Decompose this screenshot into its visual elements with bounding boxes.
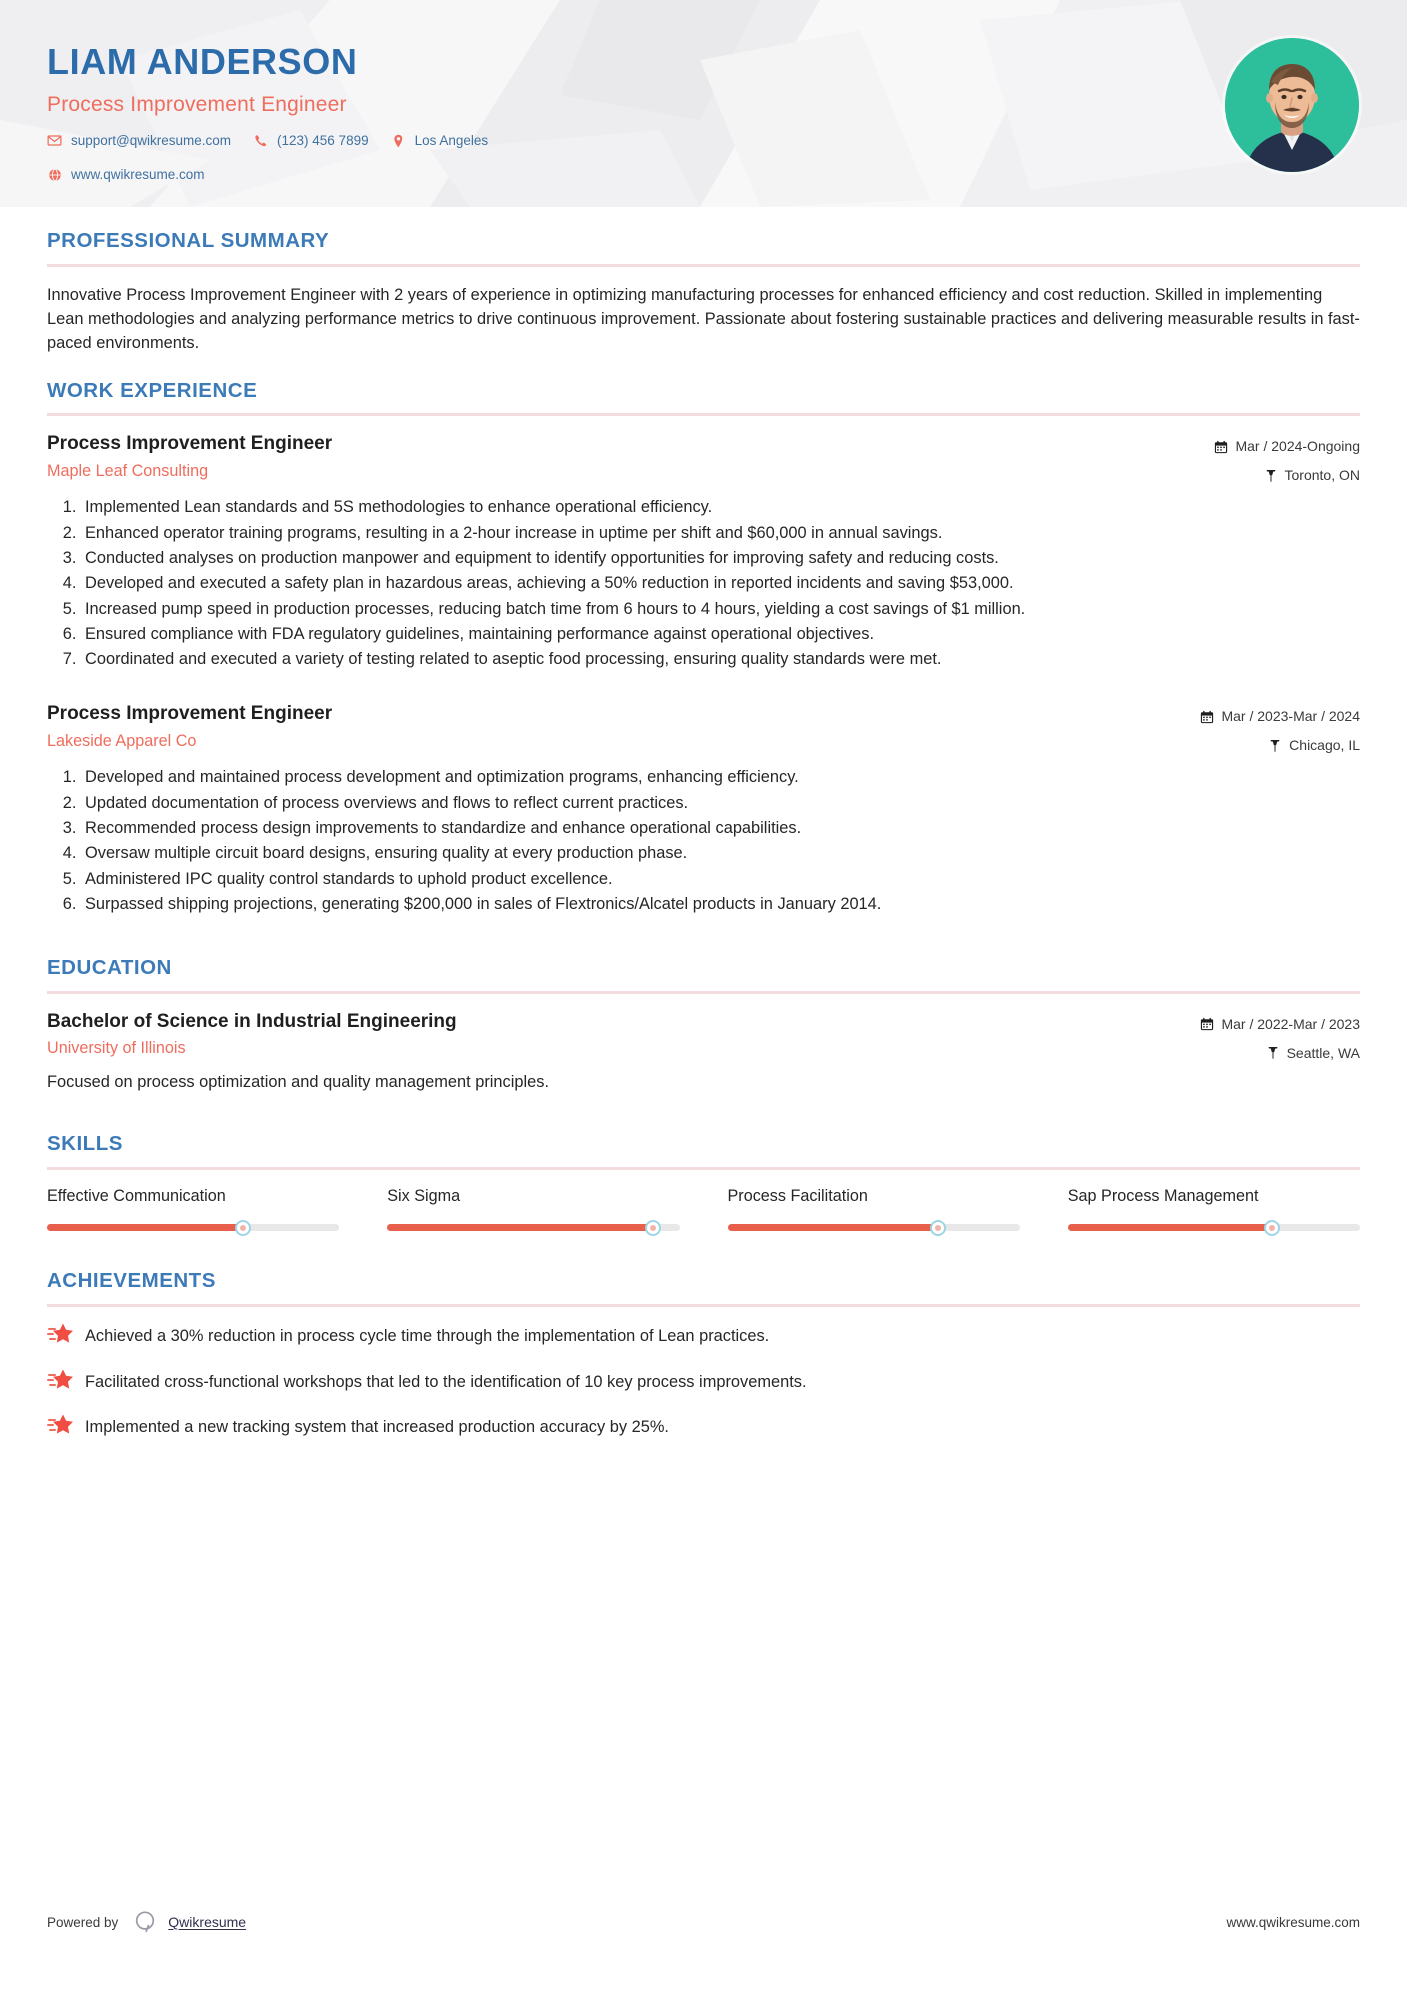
contact-location-text: Los Angeles [414, 133, 489, 148]
work-entry-header [47, 432, 1360, 486]
education-entry-meta [1200, 1010, 1360, 1064]
degree-title: Bachelor of Science in Industrial Engineering [47, 1010, 457, 1032]
skill-slider[interactable] [728, 1224, 1020, 1231]
shooting-star-icon [47, 1412, 73, 1438]
contact-row-website [47, 167, 227, 182]
job-title: Process Improvement Engineer [47, 433, 333, 455]
map-pin-icon [1264, 469, 1278, 483]
bullet-item: 5. Administered IPC quality control standards to uphold product excellence. [81, 868, 1360, 891]
achievement-item [47, 1414, 1360, 1439]
avatar [1225, 38, 1359, 172]
shooting-star-icon [47, 1367, 73, 1393]
work-entry-left [47, 702, 1200, 753]
company-name: Maple Leaf Consulting [47, 462, 209, 481]
map-pin-icon [1268, 739, 1282, 753]
section-divider [47, 264, 1360, 267]
bullet-item: 2. Updated documentation of process overviews and flows to reflect current practices. [81, 792, 1360, 815]
work-entry-meta [1214, 432, 1360, 486]
education-entry-left [47, 1010, 1200, 1061]
contact-website[interactable] [47, 167, 205, 182]
skill-slider-fill [728, 1224, 938, 1231]
candidate-name: LIAM ANDERSON [47, 41, 358, 82]
work-entry [47, 432, 1360, 671]
job-date [1214, 436, 1360, 457]
job-location-text: Chicago, IL [1289, 737, 1360, 754]
skill-slider-handle[interactable] [645, 1220, 661, 1236]
resume-footer [47, 1909, 1360, 1935]
education-entry-header [47, 1010, 1360, 1064]
skill-item [387, 1186, 727, 1231]
bullet-item: 3. Conducted analyses on production manpower and equipment to identify opportunities for improving safety and reducing costs. [81, 547, 1360, 570]
bullet-item: 1. Implemented Lean standards and 5S methodologies to enhance operational efficiency. [81, 496, 1360, 519]
calendar-icon [1200, 1017, 1214, 1031]
contact-row-primary [47, 133, 510, 148]
section-divider [47, 1304, 1360, 1307]
calendar-icon [1214, 440, 1228, 454]
contact-email[interactable] [47, 133, 231, 148]
globe-icon [47, 167, 62, 182]
skill-label: Process Facilitation [727, 1186, 868, 1205]
skill-label: Six Sigma [387, 1186, 461, 1205]
contact-website-text: www.qwikresume.com [71, 167, 205, 182]
achievement-text: Achieved a 30% reduction in process cycle time through the implementation of Lean practices. [85, 1326, 770, 1345]
skill-slider-fill [47, 1224, 243, 1231]
qwikresume-logo-icon [132, 1909, 158, 1935]
contact-phone[interactable] [253, 133, 369, 148]
skill-item [1068, 1186, 1360, 1231]
section-divider [47, 413, 1360, 416]
education-date-text: Mar / 2022-Mar / 2023 [1221, 1015, 1360, 1032]
education-description: Focused on process optimization and quality management principles. [47, 1072, 550, 1091]
section-title-work: WORK EXPERIENCE [47, 378, 258, 402]
job-bullets [47, 496, 1360, 671]
skill-slider-handle[interactable] [1264, 1220, 1280, 1236]
skill-label: Effective Communication [47, 1186, 226, 1205]
achievement-item [47, 1323, 1360, 1348]
contact-email-text: support@qwikresume.com [71, 133, 232, 148]
skill-item [728, 1186, 1068, 1231]
skill-slider[interactable] [387, 1224, 679, 1231]
job-location-text: Toronto, ON [1284, 467, 1360, 484]
education-date [1200, 1014, 1360, 1035]
map-pin-icon [1266, 1046, 1280, 1060]
achievement-text: Facilitated cross-functional workshops that led to the identification of 10 key process improvements. [85, 1372, 807, 1391]
bullet-item: 2. Enhanced operator training programs, resulting in a 2-hour increase in uptime per shift and $60,000 in annual savings. [81, 522, 1360, 545]
job-title: Process Improvement Engineer [47, 703, 333, 725]
school-name: University of Illinois [47, 1039, 186, 1058]
job-bullets [47, 766, 1360, 916]
skill-slider[interactable] [47, 1224, 339, 1231]
education-location [1200, 1043, 1360, 1064]
avatar-photo [1225, 38, 1359, 172]
job-date [1200, 706, 1360, 727]
section-work-experience [47, 378, 1360, 916]
section-title-education: EDUCATION [47, 956, 172, 980]
section-title-achievements: ACHIEVEMENTS [47, 1269, 216, 1293]
powered-by [47, 1909, 246, 1935]
education-location-text: Seattle, WA [1286, 1044, 1360, 1061]
skill-slider-handle[interactable] [235, 1220, 251, 1236]
section-education [47, 958, 1360, 1094]
section-skills [47, 1134, 1360, 1231]
bullet-item: 7. Coordinated and executed a variety of testing related to aseptic food processing, ensuring quality standards were met. [81, 648, 1360, 671]
section-title-skills: SKILLS [47, 1132, 123, 1156]
section-achievements [47, 1271, 1360, 1439]
skill-slider-fill [387, 1224, 653, 1231]
achievement-item [47, 1369, 1360, 1394]
work-entry [47, 702, 1360, 916]
powered-by-label: Powered by [47, 1914, 119, 1930]
work-entry-left [47, 432, 1214, 483]
location-pin-icon [391, 133, 406, 148]
work-entry-meta [1200, 702, 1360, 756]
skill-slider[interactable] [1068, 1224, 1360, 1231]
phone-icon [253, 133, 268, 148]
company-name: Lakeside Apparel Co [47, 732, 197, 751]
contact-location [391, 133, 489, 148]
section-divider [47, 1167, 1360, 1170]
job-date-text: Mar / 2023-Mar / 2024 [1221, 708, 1360, 725]
resume-header [0, 0, 1407, 207]
qwikresume-brand-link[interactable]: Qwikresume [168, 1914, 247, 1930]
calendar-icon [1200, 710, 1214, 724]
summary-text: Innovative Process Improvement Engineer with 2 years of experience in optimizing manufacturing processes for enhanced efficiency and cost reduction. Skilled in implementing Lean methodologies and analyzing performance metrics to drive continuous improvement. Passionate about fostering sustainable practices and delivering measurable results in fast-paced environments. [47, 285, 1360, 352]
bullet-item: 6. Surpassed shipping projections, generating $200,000 in sales of Flextronics/Alcatel products in January 2014. [81, 893, 1360, 916]
job-location [1214, 465, 1360, 486]
bullet-item: 4. Oversaw multiple circuit board designs, ensuring quality at every production phase. [81, 842, 1360, 865]
skills-grid [47, 1186, 1360, 1231]
section-divider [47, 991, 1360, 994]
candidate-role: Process Improvement Engineer [47, 93, 347, 116]
section-professional-summary [47, 231, 1360, 355]
skill-label: Sap Process Management [1067, 1186, 1259, 1205]
contact-phone-text: (123) 456 7899 [277, 133, 369, 148]
resume-body [0, 231, 1407, 1439]
education-entry [47, 1010, 1360, 1095]
skill-slider-fill [1068, 1224, 1273, 1231]
job-location [1200, 735, 1360, 756]
skill-slider-handle[interactable] [930, 1220, 946, 1236]
bullet-item: 6. Ensured compliance with FDA regulatory guidelines, maintaining performance against operational objectives. [81, 623, 1360, 646]
section-title-summary: PROFESSIONAL SUMMARY [47, 229, 330, 252]
job-date-text: Mar / 2024-Ongoing [1235, 438, 1360, 455]
work-entry-header [47, 702, 1360, 756]
shooting-star-icon [47, 1321, 73, 1347]
footer-url[interactable]: www.qwikresume.com [1226, 1914, 1360, 1930]
bullet-item: 5. Increased pump speed in production processes, reducing batch time from 6 hours to 4 hours, yielding a cost savings of $1 million. [81, 598, 1360, 621]
email-icon [47, 133, 62, 148]
skill-item [47, 1186, 387, 1231]
achievements-list [47, 1323, 1360, 1440]
bullet-item: 4. Developed and executed a safety plan in hazardous areas, achieving a 50% reduction in reported incidents and saving $53,000. [81, 572, 1360, 595]
achievement-text: Implemented a new tracking system that increased production accuracy by 25%. [85, 1418, 669, 1437]
bullet-item: 3. Recommended process design improvements to standardize and enhance operational capabilities. [81, 817, 1360, 840]
bullet-item: 1. Developed and maintained process development and optimization programs, enhancing efficiency. [81, 766, 1360, 789]
